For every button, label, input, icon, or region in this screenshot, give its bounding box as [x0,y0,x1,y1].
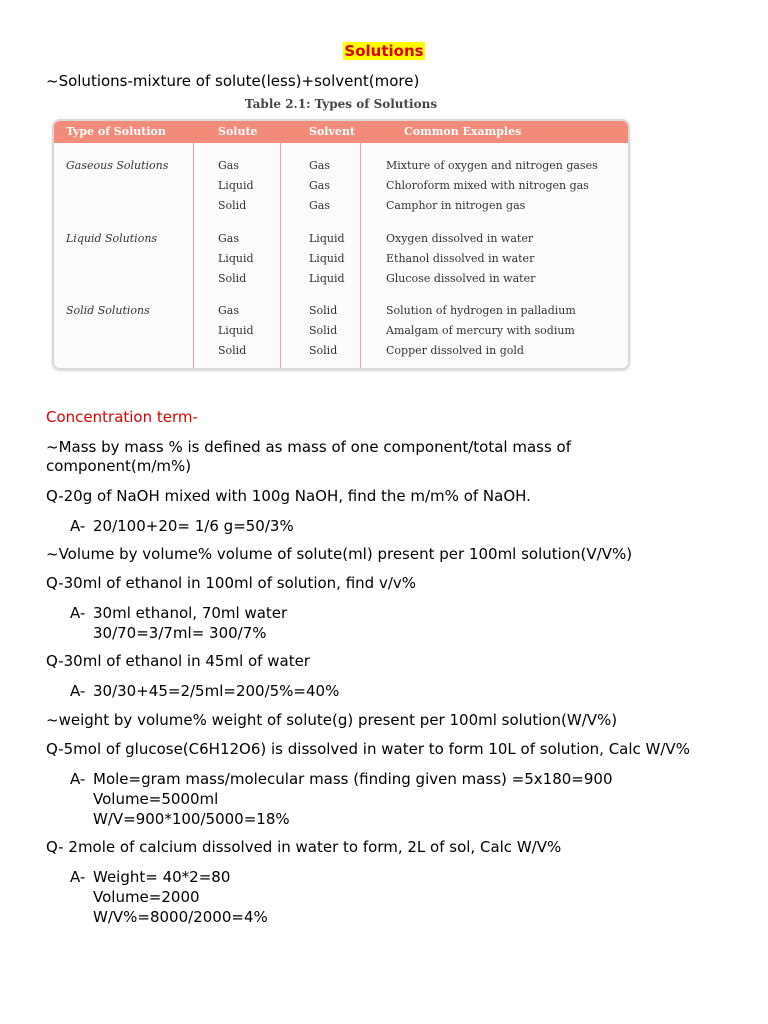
table-cell: Liquid [218,179,254,192]
table-cell: Solid [218,344,247,357]
table-cell: Solid [309,304,338,317]
table-cell: Liquid [218,252,254,265]
table-cell: Gas [218,232,239,245]
answer-label: A- [70,770,86,788]
table-cell: Liquid [309,252,345,265]
intro-line: ~Solutions-mixture of solute(less)+solvent(more) [46,72,420,90]
table-cell: Gas [309,199,330,212]
table-cell: Mixture of oxygen and nitrogen gases [386,159,598,172]
concentration-heading: Concentration term- [46,408,198,426]
answer-label: A- [70,604,86,622]
question-1: Q-20g of NaOH mixed with 100g NaOH, find the m/m% of NaOH. [46,487,531,505]
table-cell: Solid [218,272,247,285]
solutions-table [52,119,630,370]
column-divider [193,143,194,368]
question-2: Q-30ml of ethanol in 100ml of solution, find v/v% [46,574,417,592]
column-divider [280,143,281,368]
table-cell: Amalgam of mercury with sodium [386,324,575,337]
page-title: Solutions [344,42,424,60]
table-cell: Solid [309,344,338,357]
group-type-label: Liquid Solutions [66,232,158,245]
answer-2-line-2: 30/70=3/7ml= 300/7% [93,624,267,642]
table-caption: Table 2.1: Types of Solutions [244,97,438,111]
table-cell: Liquid [309,272,345,285]
weight-volume-definition: ~weight by volume% weight of solute(g) present per 100ml solution(W/V%) [46,711,618,729]
answer-5-line-3: W/V%=8000/2000=4% [93,908,268,926]
answer-4-line-1: Mole=gram mass/molecular mass (finding given mass) =5x180=900 [93,770,613,788]
answer-4-line-2: Volume=5000ml [93,790,219,808]
group-type-label: Solid Solutions [66,304,150,317]
table-cell: Gas [218,304,239,317]
answer-1-line: 20/100+20= 1/6 g=50/3% [93,517,294,535]
group-type-label: Gaseous Solutions [66,159,169,172]
question-5: Q- 2mole of calcium dissolved in water to form, 2L of sol, Calc W/V% [46,838,562,856]
table-cell: Chloroform mixed with nitrogen gas [386,179,589,192]
table-cell: Liquid [309,232,345,245]
table-cell: Solid [309,324,338,337]
answer-5-line-1: Weight= 40*2=80 [93,868,231,886]
answer-3-line: 30/30+45=2/5ml=200/5%=40% [93,682,340,700]
header-solute: Solute [218,125,258,138]
table-cell: Liquid [218,324,254,337]
table-cell: Copper dissolved in gold [386,344,524,357]
table-cell: Glucose dissolved in water [386,272,536,285]
table-header [54,121,628,143]
table-cell: Gas [309,179,330,192]
table-cell: Gas [309,159,330,172]
table-cell: Camphor in nitrogen gas [386,199,526,212]
answer-label: A- [70,517,86,535]
table-cell: Solution of hydrogen in palladium [386,304,576,317]
answer-2-line-1: 30ml ethanol, 70ml water [93,604,288,622]
volume-definition: ~Volume by volume% volume of solute(ml) present per 100ml solution(V/V%) [46,545,633,563]
answer-5-line-2: Volume=2000 [93,888,200,906]
table-cell: Oxygen dissolved in water [386,232,534,245]
header-examples: Common Examples [404,125,522,138]
header-type: Type of Solution [66,125,166,138]
mass-definition-line-2: component(m/m%) [46,457,192,475]
table-cell: Ethanol dissolved in water [386,252,535,265]
answer-label: A- [70,682,86,700]
question-4: Q-5mol of glucose(C6H12O6) is dissolved in water to form 10L of solution, Calc W/V% [46,740,690,758]
column-divider [360,143,361,368]
header-solvent: Solvent [309,125,355,138]
table-cell: Solid [218,199,247,212]
mass-definition-line-1: ~Mass by mass % is defined as mass of one component/total mass of [46,438,571,456]
table-cell: Gas [218,159,239,172]
question-3: Q-30ml of ethanol in 45ml of water [46,652,310,670]
answer-4-line-3: W/V=900*100/5000=18% [93,810,290,828]
answer-label: A- [70,868,86,886]
